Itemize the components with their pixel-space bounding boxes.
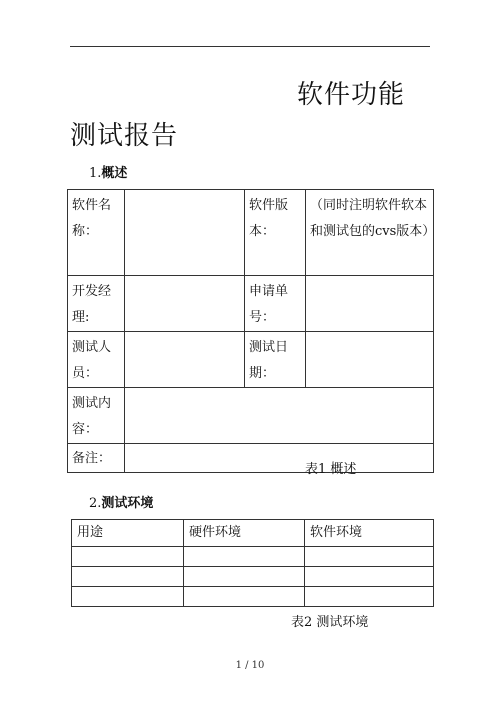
software-version-note: （同时注明软件软本和测试包的cvs版本） — [306, 190, 434, 276]
table-cell — [184, 567, 305, 587]
header-rule — [70, 46, 430, 47]
report-title-line-2: 测试报告 — [70, 121, 179, 151]
section-heading-environment — [89, 492, 153, 511]
table-cell — [305, 567, 434, 587]
test-date-label: 测试日期： — [245, 332, 306, 388]
overview-table — [67, 189, 434, 473]
table-cell — [72, 587, 184, 607]
dev-manager-label: 开发经理: — [68, 276, 125, 332]
test-date-value — [306, 332, 434, 388]
table-cell — [184, 547, 305, 567]
remarks-value — [125, 444, 434, 473]
software-name-label: 软件名称： — [68, 190, 125, 276]
software-version-label: 软件版本： — [245, 190, 306, 276]
column-header-purpose: 用途 — [72, 520, 184, 547]
tester-label: 测试人员： — [68, 332, 125, 388]
column-header-hardware: 硬件环境 — [184, 520, 305, 547]
table-row — [72, 587, 434, 607]
request-number-value — [306, 276, 434, 332]
section-number: 1. — [89, 166, 102, 181]
page-number: 1 / 10 — [235, 660, 265, 671]
request-number-label: 申请单号： — [245, 276, 306, 332]
section-heading-overview — [89, 162, 127, 181]
section-number: 2. — [89, 496, 102, 511]
test-content-label: 测试内容： — [68, 388, 125, 444]
table-row — [72, 567, 434, 587]
dev-manager-value — [125, 276, 245, 332]
environment-table — [71, 519, 434, 607]
remarks-label: 备注： — [68, 444, 125, 473]
column-header-software: 软件环境 — [305, 520, 434, 547]
table-cell — [305, 547, 434, 567]
report-title-line-1: 软件功能 — [297, 80, 406, 110]
section-title: 测试环境 — [101, 496, 154, 511]
table-row — [72, 547, 434, 567]
table-cell — [72, 547, 184, 567]
test-content-value — [125, 388, 434, 444]
software-name-value — [125, 190, 245, 276]
table-2-caption: 表2 测试环境 — [291, 615, 369, 630]
section-title: 概述 — [101, 166, 128, 181]
tester-value — [125, 332, 245, 388]
table-cell — [305, 587, 434, 607]
table-1-caption: 表1 概述 — [305, 462, 357, 477]
table-cell — [184, 587, 305, 607]
table-cell — [72, 567, 184, 587]
